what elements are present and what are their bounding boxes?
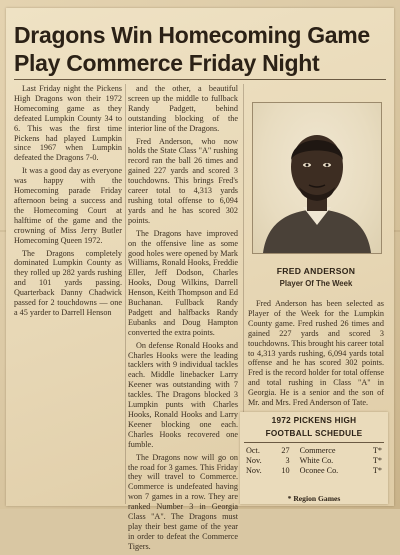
- schedule-footnote: * Region Games: [287, 494, 341, 503]
- headline-rule: [14, 79, 386, 80]
- game-month: Nov.: [246, 456, 262, 465]
- article-paragraph: The Dragons now will go on the road for 3 games. This Friday they will travel to Commerce. Commerce is undefeated having won 7 games in a row. They are ranked Number 3 in Georgia Class "A". The Dragons must play their best game of the year in order to defeat the Commerce Tigers.: [128, 452, 238, 551]
- article-paragraph: Fred Anderson, who now holds the State Class "A" rushing record ran the ball 26 times and gained 227 yards and scored 3 touchdowns. This brings Fred's career total to 4,313 yards rushing total offense to 6,094 yards and he has scored 302 points.: [128, 136, 238, 225]
- player-photo: [252, 102, 382, 254]
- game-opponent: Commerce: [299, 446, 336, 455]
- schedule-row: [244, 456, 384, 466]
- schedule-rule: [244, 442, 384, 443]
- game-day: 3: [285, 456, 290, 465]
- article-paragraph: and the other, a beautiful screen up the middle to fullback Randy Padgett, behind outstanding blocking of the interior line of the Dragons.: [128, 84, 238, 133]
- headline-line-1: Dragons Win Homecoming Game: [14, 22, 370, 48]
- photo-caption-name: FRED ANDERSON: [276, 266, 356, 276]
- game-month: Nov.: [246, 466, 262, 475]
- article-column-1: [14, 84, 122, 321]
- article-paragraph: The Dragons completely dominated Lumpkin County as they rolled up 282 yards rushing and 101 yards passing. Quarterback Danny Chadwick passed for 2 touchdowns — one a 45 yarder to Darrell Henson: [14, 248, 122, 317]
- portrait-image: [253, 103, 381, 253]
- game-day: 27: [281, 446, 290, 455]
- game-opponent: Oconee Co.: [299, 466, 339, 475]
- game-day: 10: [281, 466, 290, 475]
- player-of-week-text: [248, 299, 384, 411]
- game-mark: T*: [372, 466, 382, 475]
- article-paragraph: It was a good day as everyone was happy with the Homecoming parade Friday afternoon being a success and the Homecoming Court at halftime of the game and the crowning of Miss Jerry Butler Homecoming Queen 1972.: [14, 166, 122, 245]
- article-paragraph: Fred Anderson has been selected as Player of the Week for the Lumpkin County game. Fred rushed 26 times and gained 227 yards and scored 3 touchdowns. This brought his career total to 4,313 yards rushing, 6,094 yards total offense and he has scored 302 points. Fred is the record holder for total offense and total rushing in Class "A" in Georgia. He is a senior and the son of Mr. and Mrs. Fred Anderson of Tate.: [248, 299, 384, 408]
- schedule-table: [244, 446, 384, 476]
- article-paragraph: On defense Ronald Hooks and Charles Hooks were the leading tacklers with 9 individual tackles each. Middle linebacker Larry Keener was outstanding with 7 tackles. The Dragons blocked 3 Lumpkin punts with Charles Hooks, Ronald Hooks and Larry Keener blocking one each. Charles Hooks recovered one fumble.: [128, 340, 238, 449]
- schedule-row: [244, 466, 384, 476]
- game-opponent: White Co.: [299, 456, 334, 465]
- game-mark: T*: [372, 446, 382, 455]
- schedule-title-line-2: FOOTBALL SCHEDULE: [265, 429, 363, 438]
- schedule-title: [240, 414, 388, 440]
- schedule-row: [244, 446, 384, 456]
- article-paragraph: The Dragons have improved on the offensive line as some good holes were opened by Mark Williams, Ronald Hooks, Freddie Eller, Jeff Dodson, Charles Hooks, Doug Wilkins, Darrell Henson, Keith Thompson and Ed Buchanan. Fullback Randy Padgett and halfbacks Randy Eubanks and Doug Hampton converted the extra points.: [128, 228, 238, 337]
- column-divider: [125, 84, 126, 504]
- game-mark: T*: [372, 456, 382, 465]
- schedule-title-line-1: 1972 PICKENS HIGH: [271, 416, 357, 425]
- game-month: Oct.: [246, 446, 260, 455]
- article-column-2: [128, 84, 238, 555]
- headline-line-2: Play Commerce Friday Night: [14, 50, 320, 76]
- photo-caption-subtitle: Player Of The Week: [279, 279, 353, 288]
- article-paragraph: Last Friday night the Pickens High Dragons won their 1972 Homecoming game as they defeated Lumpkin County 34 to 6. This was the first time Pickens had played Lumpkin since 1967 when Lumpkin defeated the Dragons 7-0.: [14, 84, 122, 163]
